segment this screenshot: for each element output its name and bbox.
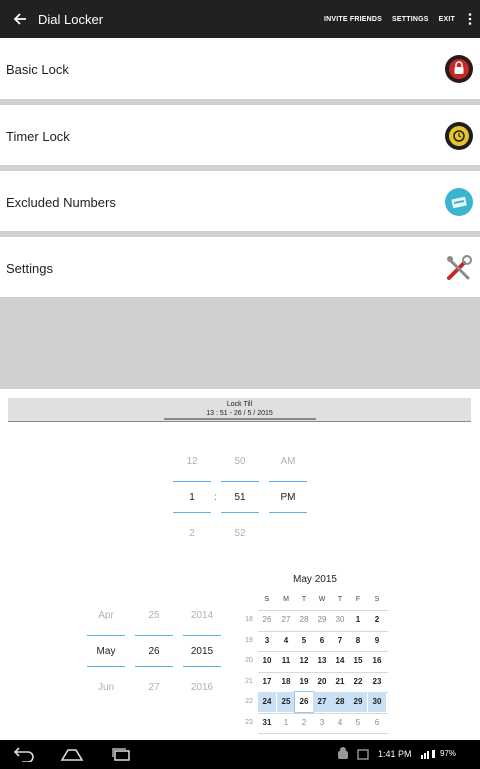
basic-lock-icon [444,54,474,84]
hour-prev[interactable]: 12 [186,456,198,467]
minute-current[interactable]: 51 [234,492,246,503]
app-bar [0,0,480,38]
weekday-header: S [264,596,270,603]
calendar-row-divider [258,733,388,734]
calendar-day[interactable]: 5 [301,635,307,645]
week-number: 19 [245,636,253,644]
weekday-header: T [301,596,307,603]
menu-item-label: Basic Lock [6,61,69,77]
year-line-top [183,635,221,636]
calendar-day[interactable]: 30 [368,692,386,712]
year-next[interactable]: 2016 [190,682,214,693]
calendar-day[interactable]: 12 [299,656,309,665]
weekday-header: M [283,596,289,603]
calendar-day[interactable]: 14 [335,656,345,665]
timer-lock-icon [444,121,474,151]
month-line-bottom [87,666,125,667]
hour-line-bottom [173,512,211,513]
calendar-day[interactable]: 21 [335,676,345,686]
lock-till-value: 13 : 51 - 26 / 5 / 2015 [206,410,273,417]
weekday-header: T [337,596,343,603]
day-line-top [135,635,173,636]
menu-item-excluded-numbers[interactable] [0,171,480,233]
notification-gallery-icon [356,746,370,762]
calendar-day[interactable]: 8 [355,635,361,645]
excluded-numbers-icon [444,187,474,217]
calendar-day[interactable]: 11 [281,656,291,665]
weekday-header: F [355,596,361,603]
more-vert-icon [468,13,472,25]
calendar-day[interactable]: 23 [372,676,382,686]
calendar-day[interactable]: 18 [281,676,291,686]
app-title: Dial Locker [38,11,104,27]
day-line-bottom [135,666,173,667]
ampm-line-bottom [269,512,307,513]
calendar-day[interactable]: 10 [262,656,272,665]
calendar-day[interactable]: 7 [337,635,343,645]
week-number: 20 [245,657,253,664]
calendar-day[interactable]: 4 [283,635,289,645]
calendar-day[interactable]: 29 [317,615,327,624]
month-next[interactable]: Jun [97,682,115,693]
action-bar [319,0,480,38]
system-nav-bar [0,740,480,769]
weekday-header: W [318,596,326,603]
time-separator: : [214,492,217,503]
calendar-day[interactable]: 26 [295,692,313,712]
calendar-month-title: May 2015 [293,574,337,585]
recents-nav-icon[interactable] [110,746,132,762]
minute-prev[interactable]: 50 [234,456,246,467]
calendar-day[interactable]: 6 [374,717,380,727]
arrow-back-icon [13,12,27,26]
calendar-day[interactable]: 5 [355,717,361,727]
calendar-day[interactable]: 9 [374,635,380,645]
hour-line-top [173,481,211,482]
calendar-day[interactable]: 1 [355,615,361,624]
calendar-day[interactable]: 20 [317,676,327,686]
calendar-day[interactable]: 28 [331,692,349,712]
tools-icon [444,253,474,283]
lock-till-title: Lock Till [226,401,253,408]
signal-icon [421,749,439,759]
calendar-day[interactable]: 3 [264,635,270,645]
menu-item-settings[interactable] [0,237,480,299]
notification-android-icon [336,746,350,762]
menu-item-basic-lock[interactable] [0,38,480,100]
calendar-day[interactable]: 3 [319,717,325,727]
month-current[interactable]: May [96,646,116,657]
minute-next[interactable]: 52 [234,528,246,539]
menu-item-label: Settings [6,260,53,276]
menu-item-label: Timer Lock [6,128,70,144]
exit-button[interactable]: EXIT [438,15,455,23]
menu-item-label: Excluded Numbers [6,194,116,210]
calendar-day[interactable]: 17 [262,676,272,686]
minute-line-top [221,481,259,482]
day-current[interactable]: 26 [148,646,160,657]
home-nav-icon[interactable] [60,746,84,762]
calendar-day[interactable]: 15 [353,656,363,665]
lock-till-bar [8,398,471,422]
calendar-day[interactable]: 27 [281,615,291,624]
calendar-day[interactable]: 25 [277,692,295,712]
back-button[interactable] [2,0,38,38]
weekday-header: S [374,596,380,603]
hour-current[interactable]: 1 [189,492,195,503]
week-number: 23 [245,718,253,726]
month-prev[interactable]: Apr [98,610,114,621]
year-current[interactable]: 2015 [190,646,214,657]
calendar-day[interactable]: 29 [349,692,367,712]
spacer-band [0,297,480,389]
calendar-day[interactable]: 31 [262,717,272,727]
clock: 1:41 PM [378,749,412,759]
calendar-day[interactable]: 13 [317,656,327,665]
menu-item-timer-lock[interactable] [0,105,480,167]
overflow-menu-button[interactable] [460,0,480,38]
ampm-prev[interactable]: AM [280,456,296,467]
back-nav-icon[interactable] [12,746,36,762]
week-number: 21 [245,677,253,685]
calendar-day[interactable]: 2 [301,717,307,727]
calendar-day[interactable]: 1 [283,717,289,727]
year-prev[interactable]: 2014 [190,610,214,621]
day-next[interactable]: 27 [148,682,160,693]
calendar-day[interactable]: 6 [319,635,325,645]
week-number: 18 [245,616,253,623]
minute-line-bottom [221,512,259,513]
battery-percent: 97% [440,749,457,758]
year-line-bottom [183,666,221,667]
month-line-top [87,635,125,636]
calendar-day[interactable]: 22 [353,676,363,686]
week-number: 22 [245,698,253,705]
day-prev[interactable]: 25 [148,610,160,621]
calendar-day[interactable]: 28 [299,615,309,624]
calendar-day[interactable]: 2 [374,615,380,624]
calendar-day[interactable]: 26 [262,615,272,624]
calendar-day[interactable]: 16 [372,656,382,665]
hour-next[interactable]: 2 [189,528,195,539]
calendar-day[interactable]: 24 [258,692,276,712]
calendar-day[interactable]: 19 [299,676,309,686]
calendar-day[interactable]: 4 [337,717,343,727]
lock-till-indicator [164,418,316,420]
calendar-day[interactable]: 27 [313,692,331,712]
invite-friends-button[interactable]: INVITE FRIENDS [324,15,383,23]
calendar-day[interactable]: 30 [335,615,345,624]
settings-button[interactable]: SETTINGS [392,15,429,23]
ampm-line-top [269,481,307,482]
ampm-current[interactable]: PM [280,492,296,503]
